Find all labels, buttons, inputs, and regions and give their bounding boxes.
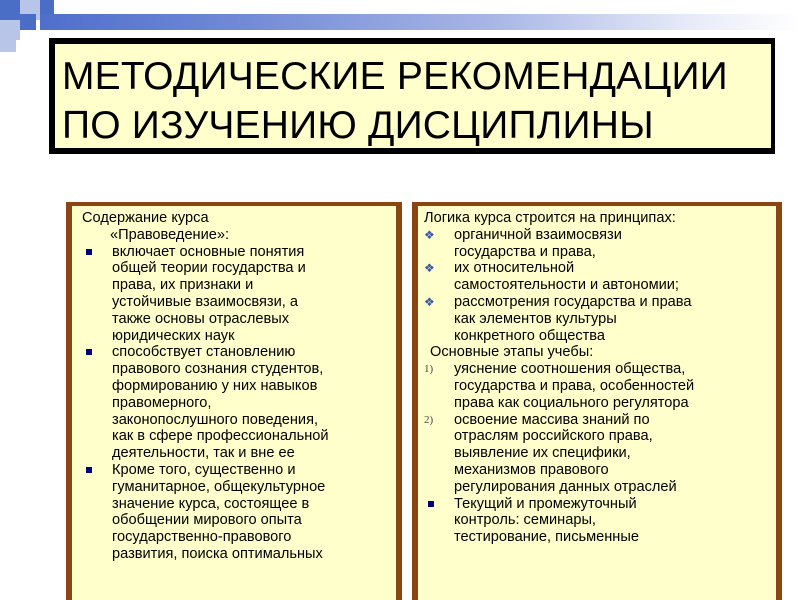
principles-list [424, 227, 772, 345]
square-bullet-icon [86, 467, 92, 473]
left-item-3-line-2: гуманитарное, общекультурное [112, 478, 326, 495]
left-item-2-line-6: как в сфере профессиональной [112, 428, 329, 445]
left-item-1-line-4: устойчивые взаимосвязи, а [112, 293, 298, 310]
stage-2-line-3: выявление их специфики, [454, 445, 631, 462]
left-bullet-list [82, 244, 392, 563]
principle-item-1 [424, 227, 772, 261]
principle-3-line-2: как элементов культуры [454, 310, 617, 327]
left-item-2-line-3: формированию у них навыков [112, 377, 318, 394]
left-item-1-line-2: общей теории государства и [112, 260, 306, 277]
left-item-2-line-7: деятельности, так и вне ее [112, 445, 295, 462]
diamond-bullet-icon: ❖ [424, 227, 435, 242]
principle-2-line-1: их относительной [454, 260, 575, 277]
left-item-1-line-3: права, их признаки и [112, 277, 254, 294]
stage-item-1 [424, 361, 772, 411]
right-panel-content [424, 210, 772, 546]
left-intro-line-2: «Правоведение»: [110, 226, 230, 243]
decor-square-4 [0, 20, 20, 40]
left-bullet-item-2 [82, 344, 392, 462]
square-bullet-icon [86, 349, 92, 355]
stage-1-line-2: государства и права, особенностей [454, 377, 695, 394]
stage-2-line-2: отраслям российского права, [454, 428, 653, 445]
left-item-1-line-1: включает основные понятия [112, 243, 305, 260]
principle-1-line-1: органичной взаимосвязи [454, 226, 622, 243]
left-bullet-item-3 [82, 462, 392, 563]
slide-title-line-1: МЕТОДИЧЕСКИЕ РЕКОМЕНДАЦИИ [62, 55, 728, 98]
left-intro-line-1: Содержание курса [82, 210, 209, 226]
principle-3-line-1: рассмотрения государства и права [454, 293, 692, 310]
principle-item-3 [424, 294, 772, 344]
header-gradient-bar [40, 14, 800, 30]
decor-square-5 [20, 14, 36, 30]
left-item-2-line-2: правового сознания студентов, [112, 361, 324, 378]
decor-square-3 [40, 0, 54, 14]
left-item-3-line-4: обобщении мирового опыта [112, 512, 302, 529]
left-item-2-line-5: законопослушного поведения, [112, 411, 319, 428]
control-item [424, 496, 772, 546]
control-line-1: Текущий и промежуточный [454, 495, 637, 512]
right-intro: Логика курса строится на принципах: [424, 210, 676, 226]
left-item-2-line-1: способствует становлению [112, 344, 296, 361]
stages-heading: Основные этапы учебы: [430, 344, 594, 361]
stage-item-2 [424, 412, 772, 496]
principle-item-2 [424, 260, 772, 294]
stage-2-line-4: механизмов правового [454, 461, 609, 478]
left-item-1-line-5: также основы отраслевых [112, 310, 290, 327]
stage-1-line-1: уяснение соотношения общества, [454, 361, 686, 378]
stage-2-line-5: регулирования данных отраслей [454, 478, 677, 495]
control-line-2: контроль: семинары, [454, 512, 596, 529]
left-panel-content [82, 210, 392, 563]
stage-1-line-3: права как социального регулятора [454, 394, 689, 411]
decor-square-1 [0, 0, 20, 20]
square-bullet-icon [86, 249, 92, 255]
stage-number: 2) [424, 413, 434, 426]
stages-list [424, 361, 772, 495]
left-bullet-item-1 [82, 244, 392, 345]
control-line-3: тестирование, письменные [454, 529, 639, 546]
principle-3-line-3: конкретного общества [454, 327, 606, 344]
principle-2-line-2: самостоятельности и автономии; [454, 277, 679, 294]
principle-1-line-2: государства и права, [454, 243, 596, 260]
diamond-bullet-icon: ❖ [424, 294, 435, 309]
left-item-1-line-6: юридических наук [112, 327, 235, 344]
square-bullet-icon [428, 501, 434, 507]
left-item-3-line-1: Кроме того, существенно и [112, 461, 296, 478]
stage-2-line-1: освоение массива знаний по [454, 411, 650, 428]
left-item-3-line-6: развития, поиска оптимальных [112, 545, 323, 562]
diamond-bullet-icon: ❖ [424, 261, 435, 276]
slide-title-line-2: ПО ИЗУЧЕНИЮ ДИСЦИПЛИНЫ [62, 104, 654, 147]
left-item-3-line-5: государственно-правового [112, 529, 292, 546]
left-item-2-line-4: правомерного, [112, 394, 212, 411]
decor-square-6 [0, 40, 16, 52]
control-list [424, 496, 772, 546]
stage-number: 1) [424, 363, 434, 376]
left-item-3-line-3: значение курса, состоящее в [112, 495, 310, 512]
